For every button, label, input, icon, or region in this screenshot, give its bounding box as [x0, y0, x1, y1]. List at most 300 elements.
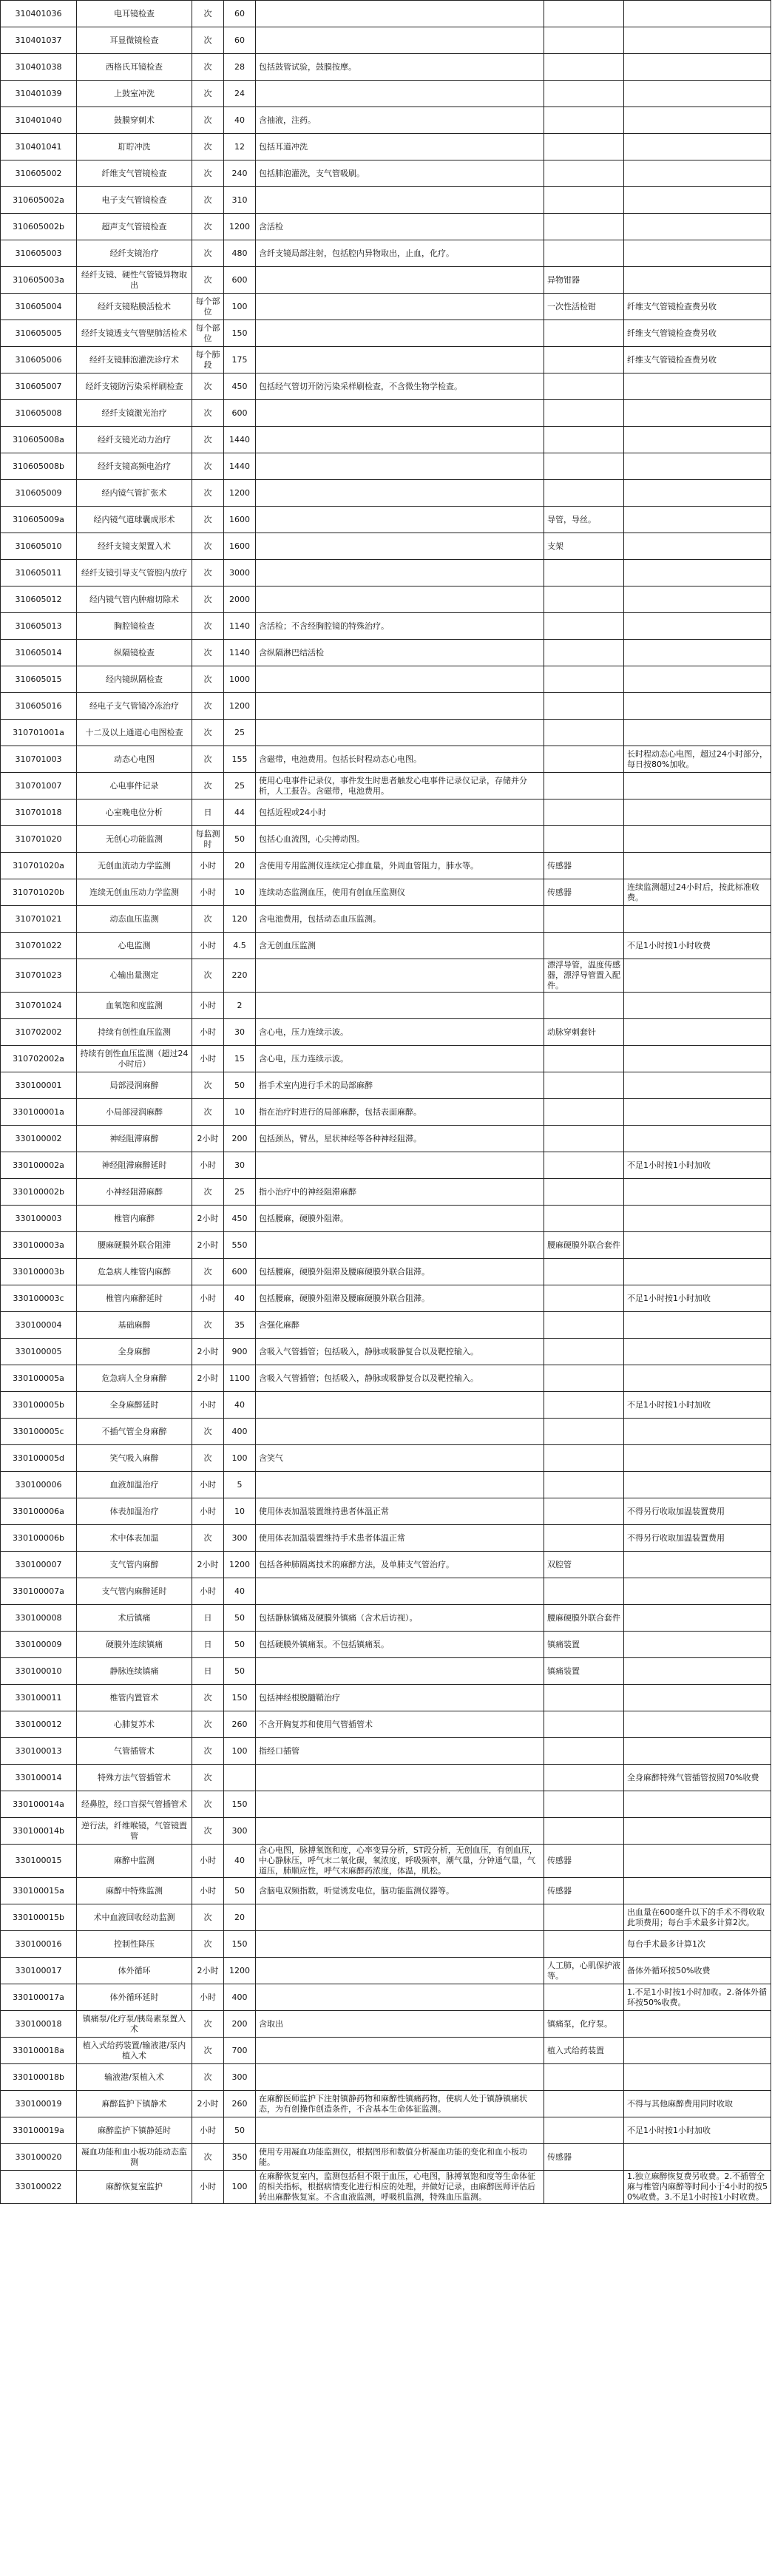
- item-name-cell: 椎管内麻醉延时: [77, 1285, 192, 1312]
- price-cell: 1140: [224, 613, 256, 640]
- price-cell: 1440: [224, 453, 256, 480]
- price-cell: 400: [224, 1984, 256, 2011]
- content-note-cell: 含吸入气管插管；包括吸入，静脉或吸静复合以及靶控输入。: [256, 1339, 544, 1365]
- content-note-cell: 含脑电双频指数，听觉诱发电位，脑功能监测仪器等。: [256, 1878, 544, 1904]
- content-note-cell: 含心电，压力连续示波。: [256, 1046, 544, 1072]
- item-code-cell: 310401036: [1, 1, 77, 27]
- remarks-cell: [624, 1578, 771, 1605]
- remarks-cell: [624, 959, 771, 993]
- price-cell: 310: [224, 187, 256, 214]
- unit-cell: 次: [192, 187, 224, 214]
- price-cell: 50: [224, 1878, 256, 1904]
- remarks-cell: [624, 720, 771, 746]
- unit-cell: 次: [192, 746, 224, 773]
- table-row: [1, 906, 771, 933]
- table-row: [1, 1552, 771, 1578]
- excluded-items-cell: [544, 1419, 624, 1445]
- item-code-cell: 310702002: [1, 1019, 77, 1046]
- unit-cell: 小时: [192, 1498, 224, 1525]
- item-name-cell: 椎管内置管术: [77, 1685, 192, 1711]
- remarks-cell: 备体外循环按50%收费: [624, 1958, 771, 1984]
- remarks-cell: [624, 2144, 771, 2171]
- unit-cell: 日: [192, 1605, 224, 1632]
- unit-cell: 次: [192, 1099, 224, 1126]
- item-code-cell: 330100006: [1, 1472, 77, 1498]
- item-name-cell: 持续有创性血压监测: [77, 1019, 192, 1046]
- remarks-cell: [624, 1046, 771, 1072]
- unit-cell: 次: [192, 1312, 224, 1339]
- excluded-items-cell: [544, 1365, 624, 1392]
- unit-cell: 次: [192, 1931, 224, 1958]
- item-code-cell: 310605008b: [1, 453, 77, 480]
- unit-cell: 2小时: [192, 1126, 224, 1152]
- remarks-cell: [624, 240, 771, 267]
- item-name-cell: 麻醉恢复室监护: [77, 2171, 192, 2204]
- excluded-items-cell: [544, 1392, 624, 1419]
- unit-cell: 次: [192, 720, 224, 746]
- remarks-cell: [624, 1339, 771, 1365]
- remarks-cell: [624, 533, 771, 560]
- excluded-items-cell: [544, 1259, 624, 1285]
- item-name-cell: 椎管内麻醉: [77, 1206, 192, 1232]
- table-row: [1, 1445, 771, 1472]
- item-name-cell: 心输出量测定: [77, 959, 192, 993]
- content-note-cell: [256, 959, 544, 993]
- unit-cell: 2小时: [192, 1958, 224, 1984]
- price-cell: 600: [224, 400, 256, 427]
- remarks-cell: [624, 993, 771, 1019]
- unit-cell: 次: [192, 240, 224, 267]
- unit-cell: 次: [192, 586, 224, 613]
- content-note-cell: [256, 2117, 544, 2144]
- item-code-cell: 310701020a: [1, 853, 77, 879]
- item-name-cell: 十二及以上通道心电图检查: [77, 720, 192, 746]
- table-row: [1, 2091, 771, 2117]
- item-name-cell: 凝血功能和血小板功能动态监测: [77, 2144, 192, 2171]
- item-code-cell: 330100003b: [1, 1259, 77, 1285]
- price-cell: 150: [224, 320, 256, 347]
- content-note-cell: 含无创血压监测: [256, 933, 544, 959]
- excluded-items-cell: 传感器: [544, 1845, 624, 1878]
- table-row: [1, 453, 771, 480]
- item-code-cell: 310401041: [1, 134, 77, 160]
- price-cell: 50: [224, 1632, 256, 1658]
- table-row: [1, 1658, 771, 1685]
- item-code-cell: 310605003: [1, 240, 77, 267]
- table-row: [1, 1392, 771, 1419]
- unit-cell: 每监测时: [192, 826, 224, 853]
- remarks-cell: 不足1小时按1小时加收: [624, 1285, 771, 1312]
- content-note-cell: [256, 720, 544, 746]
- item-code-cell: 310605002b: [1, 214, 77, 240]
- excluded-items-cell: [544, 187, 624, 214]
- remarks-cell: [624, 1711, 771, 1738]
- excluded-items-cell: [544, 1525, 624, 1552]
- content-note-cell: [256, 533, 544, 560]
- excluded-items-cell: [544, 693, 624, 720]
- remarks-cell: [624, 1232, 771, 1259]
- price-cell: 1200: [224, 214, 256, 240]
- unit-cell: 次: [192, 1, 224, 27]
- price-cell: 25: [224, 1179, 256, 1206]
- item-code-cell: 310701001a: [1, 720, 77, 746]
- content-note-cell: 包括经气管切开防污染采样刷检查，不含微生物学检查。: [256, 373, 544, 400]
- content-note-cell: [256, 1392, 544, 1419]
- excluded-items-cell: [544, 1578, 624, 1605]
- table-row: [1, 507, 771, 533]
- price-cell: 260: [224, 2091, 256, 2117]
- remarks-cell: [624, 1632, 771, 1658]
- table-row: [1, 693, 771, 720]
- content-note-cell: 包括神经根脱髓鞘治疗: [256, 1685, 544, 1711]
- item-name-cell: 经纤支镜激光治疗: [77, 400, 192, 427]
- unit-cell: 次: [192, 1072, 224, 1099]
- content-note-cell: [256, 1958, 544, 1984]
- unit-cell: 2小时: [192, 1339, 224, 1365]
- item-name-cell: 体表加温治疗: [77, 1498, 192, 1525]
- content-note-cell: [256, 1658, 544, 1685]
- item-code-cell: 310605008: [1, 400, 77, 427]
- content-note-cell: [256, 480, 544, 507]
- price-cell: 35: [224, 1312, 256, 1339]
- excluded-items-cell: [544, 2171, 624, 2204]
- table-row: [1, 1, 771, 27]
- excluded-items-cell: [544, 107, 624, 134]
- table-row: [1, 480, 771, 507]
- item-name-cell: 经纤支镜肺泡灌洗诊疗术: [77, 347, 192, 373]
- item-code-cell: 310401040: [1, 107, 77, 134]
- item-name-cell: 上鼓室冲洗: [77, 81, 192, 107]
- excluded-items-cell: [544, 1206, 624, 1232]
- price-cell: 400: [224, 1419, 256, 1445]
- unit-cell: 2小时: [192, 1552, 224, 1578]
- unit-cell: 次: [192, 134, 224, 160]
- price-cell: 30: [224, 1152, 256, 1179]
- excluded-items-cell: [544, 1984, 624, 2011]
- price-cell: 60: [224, 27, 256, 54]
- unit-cell: 小时: [192, 1152, 224, 1179]
- excluded-items-cell: [544, 799, 624, 826]
- excluded-items-cell: 漂浮导管，温度传感器，漂浮导管置入配件。: [544, 959, 624, 993]
- content-note-cell: [256, 560, 544, 586]
- item-name-cell: 经纤支镜透支气管壁肺活检术: [77, 320, 192, 347]
- excluded-items-cell: 一次性活检钳: [544, 294, 624, 320]
- price-cell: 50: [224, 826, 256, 853]
- content-note-cell: [256, 586, 544, 613]
- remarks-cell: [624, 1126, 771, 1152]
- item-name-cell: 经纤支镜治疗: [77, 240, 192, 267]
- table-row: [1, 240, 771, 267]
- item-name-cell: 小神经阻滞麻醉: [77, 1179, 192, 1206]
- remarks-cell: [624, 1552, 771, 1578]
- price-cell: 1600: [224, 533, 256, 560]
- item-name-cell: 经纤支镜防污染采样刷检查: [77, 373, 192, 400]
- excluded-items-cell: 腰麻硬膜外联合套件: [544, 1232, 624, 1259]
- content-note-cell: [256, 1, 544, 27]
- item-name-cell: 经鼻腔，经口盲探气管插管术: [77, 1791, 192, 1818]
- content-note-cell: 包括腰麻，硬膜外阻滞及腰麻硬膜外联合阻滞。: [256, 1285, 544, 1312]
- content-note-cell: 使用体表加温装置维持患者体温正常: [256, 1498, 544, 1525]
- content-note-cell: 含使用专用监测仪连续定心排血量，外周血管阻力，肺水等。: [256, 853, 544, 879]
- remarks-cell: [624, 1099, 771, 1126]
- remarks-cell: [624, 1365, 771, 1392]
- content-note-cell: 连续动态监测血压，使用有创血压监测仪: [256, 879, 544, 906]
- content-note-cell: [256, 2038, 544, 2064]
- table-row: [1, 1765, 771, 1791]
- content-note-cell: 包括腰麻，硬膜外阻滞及腰麻硬膜外联合阻滞。: [256, 1259, 544, 1285]
- item-name-cell: 基础麻醉: [77, 1312, 192, 1339]
- price-cell: 100: [224, 2171, 256, 2204]
- unit-cell: 次: [192, 959, 224, 993]
- unit-cell: 小时: [192, 2117, 224, 2144]
- price-cell: 550: [224, 1232, 256, 1259]
- excluded-items-cell: 双腔管: [544, 1552, 624, 1578]
- price-cell: 3000: [224, 560, 256, 586]
- item-code-cell: 330100005a: [1, 1365, 77, 1392]
- item-name-cell: 术中血液回收经动监测: [77, 1904, 192, 1931]
- item-name-cell: 耳显微镜检查: [77, 27, 192, 54]
- item-name-cell: 不插气管全身麻醉: [77, 1419, 192, 1445]
- table-row: [1, 54, 771, 81]
- excluded-items-cell: [544, 1312, 624, 1339]
- item-code-cell: 310401038: [1, 54, 77, 81]
- remarks-cell: [624, 853, 771, 879]
- unit-cell: 小时: [192, 879, 224, 906]
- price-cell: 155: [224, 746, 256, 773]
- item-code-cell: 310701018: [1, 799, 77, 826]
- excluded-items-cell: [544, 773, 624, 799]
- remarks-cell: 不得另行收取加温装置费用: [624, 1525, 771, 1552]
- unit-cell: 小时: [192, 1578, 224, 1605]
- item-code-cell: 310605006: [1, 347, 77, 373]
- table-row: [1, 746, 771, 773]
- table-row: [1, 2144, 771, 2171]
- table-row: [1, 560, 771, 586]
- item-code-cell: 330100022: [1, 2171, 77, 2204]
- table-row: [1, 1019, 771, 1046]
- item-name-cell: 小局部浸润麻醉: [77, 1099, 192, 1126]
- item-name-cell: 经内镜气道球囊成形术: [77, 507, 192, 533]
- price-cell: 40: [224, 1578, 256, 1605]
- fee-table-body: [1, 1, 771, 2204]
- content-note-cell: 含纤支镜局部注射，包括腔内异物取出，止血，化疗。: [256, 240, 544, 267]
- item-code-cell: 330100014b: [1, 1818, 77, 1845]
- table-row: [1, 1984, 771, 2011]
- unit-cell: 小时: [192, 2171, 224, 2204]
- unit-cell: 次: [192, 613, 224, 640]
- price-cell: 40: [224, 1285, 256, 1312]
- item-code-cell: 310701023: [1, 959, 77, 993]
- item-code-cell: 330100018: [1, 2011, 77, 2038]
- item-name-cell: 危急病人全身麻醉: [77, 1365, 192, 1392]
- content-note-cell: 包括鼓管试验，鼓膜按摩。: [256, 54, 544, 81]
- table-row: [1, 993, 771, 1019]
- item-name-cell: 逆行法，纤维喉镜，气管镜置管: [77, 1818, 192, 1845]
- unit-cell: 次: [192, 1818, 224, 1845]
- remarks-cell: 连续监测超过24小时后，按此标准收费。: [624, 879, 771, 906]
- item-name-cell: 鼓膜穿刺术: [77, 107, 192, 134]
- excluded-items-cell: [544, 1152, 624, 1179]
- content-note-cell: [256, 1232, 544, 1259]
- table-row: [1, 1958, 771, 1984]
- item-code-cell: 330100013: [1, 1738, 77, 1765]
- unit-cell: 次: [192, 81, 224, 107]
- item-code-cell: 310605003a: [1, 267, 77, 294]
- table-row: [1, 347, 771, 373]
- item-code-cell: 310701021: [1, 906, 77, 933]
- content-note-cell: 含吸入气管插管；包括吸入，静脉或吸静复合以及靶控输入。: [256, 1365, 544, 1392]
- item-name-cell: 经内镜气管内肿瘤切除术: [77, 586, 192, 613]
- item-name-cell: 麻醉中监测: [77, 1845, 192, 1878]
- price-cell: 2: [224, 993, 256, 1019]
- content-note-cell: 含笑气: [256, 1445, 544, 1472]
- remarks-cell: [624, 107, 771, 134]
- item-name-cell: 西格氏耳镜检查: [77, 54, 192, 81]
- remarks-cell: [624, 54, 771, 81]
- price-cell: 5: [224, 1472, 256, 1498]
- excluded-items-cell: [544, 1285, 624, 1312]
- table-row: [1, 1312, 771, 1339]
- unit-cell: 小时: [192, 993, 224, 1019]
- excluded-items-cell: [544, 2117, 624, 2144]
- excluded-items-cell: [544, 906, 624, 933]
- item-code-cell: 330100008: [1, 1605, 77, 1632]
- table-row: [1, 1525, 771, 1552]
- table-row: [1, 107, 771, 134]
- remarks-cell: 长时程动态心电图，超过24小时部分，每日按80%加收。: [624, 746, 771, 773]
- item-code-cell: 330100002b: [1, 1179, 77, 1206]
- unit-cell: 小时: [192, 1046, 224, 1072]
- excluded-items-cell: [544, 54, 624, 81]
- item-code-cell: 330100019: [1, 2091, 77, 2117]
- item-code-cell: 330100017a: [1, 1984, 77, 2011]
- unit-cell: 小时: [192, 933, 224, 959]
- remarks-cell: [624, 1878, 771, 1904]
- item-name-cell: 纤维支气管镜检查: [77, 160, 192, 187]
- unit-cell: 次: [192, 427, 224, 453]
- content-note-cell: 包括硬膜外镇痛泵。不包括镇痛泵。: [256, 1632, 544, 1658]
- item-name-cell: 镇痛泵/化疗泵/胰岛素泵置入术: [77, 2011, 192, 2038]
- unit-cell: 日: [192, 1632, 224, 1658]
- content-note-cell: 含电池费用，包括动态血压监测。: [256, 906, 544, 933]
- excluded-items-cell: [544, 1791, 624, 1818]
- price-cell: 30: [224, 1019, 256, 1046]
- unit-cell: 2小时: [192, 1365, 224, 1392]
- excluded-items-cell: [544, 400, 624, 427]
- excluded-items-cell: [544, 1472, 624, 1498]
- table-row: [1, 160, 771, 187]
- content-note-cell: [256, 507, 544, 533]
- content-note-cell: [256, 27, 544, 54]
- unit-cell: 2小时: [192, 1206, 224, 1232]
- excluded-items-cell: 导管，导丝。: [544, 507, 624, 533]
- content-note-cell: [256, 267, 544, 294]
- table-row: [1, 826, 771, 853]
- item-code-cell: 330100007: [1, 1552, 77, 1578]
- price-cell: 300: [224, 1818, 256, 1845]
- item-code-cell: 330100005d: [1, 1445, 77, 1472]
- price-cell: 120: [224, 906, 256, 933]
- price-cell: 200: [224, 1126, 256, 1152]
- item-name-cell: 笑气吸入麻醉: [77, 1445, 192, 1472]
- item-name-cell: 麻醉监护下镇静术: [77, 2091, 192, 2117]
- price-cell: 700: [224, 2038, 256, 2064]
- content-note-cell: 含取出: [256, 2011, 544, 2038]
- unit-cell: 次: [192, 267, 224, 294]
- content-note-cell: [256, 1818, 544, 1845]
- unit-cell: 2小时: [192, 2091, 224, 2117]
- excluded-items-cell: [544, 613, 624, 640]
- excluded-items-cell: 传感器: [544, 853, 624, 879]
- remarks-cell: [624, 453, 771, 480]
- price-cell: 150: [224, 1791, 256, 1818]
- table-row: [1, 1904, 771, 1931]
- remarks-cell: [624, 906, 771, 933]
- unit-cell: 次: [192, 2064, 224, 2091]
- remarks-cell: 纤维支气管镜检查费另收: [624, 294, 771, 320]
- unit-cell: 次: [192, 54, 224, 81]
- table-row: [1, 1791, 771, 1818]
- unit-cell: 小时: [192, 1984, 224, 2011]
- item-name-cell: 经纤支镜高频电治疗: [77, 453, 192, 480]
- excluded-items-cell: [544, 81, 624, 107]
- unit-cell: 次: [192, 773, 224, 799]
- excluded-items-cell: [544, 1765, 624, 1791]
- table-row: [1, 214, 771, 240]
- unit-cell: 次: [192, 480, 224, 507]
- item-name-cell: 动态血压监测: [77, 906, 192, 933]
- table-row: [1, 1179, 771, 1206]
- content-note-cell: [256, 666, 544, 693]
- content-note-cell: [256, 693, 544, 720]
- excluded-items-cell: 植入式给药装置: [544, 2038, 624, 2064]
- item-name-cell: 体外循环: [77, 1958, 192, 1984]
- excluded-items-cell: [544, 1046, 624, 1072]
- remarks-cell: [624, 693, 771, 720]
- remarks-cell: [624, 1605, 771, 1632]
- item-code-cell: 330100009: [1, 1632, 77, 1658]
- remarks-cell: 纤维支气管镜检查费另收: [624, 347, 771, 373]
- remarks-cell: [624, 480, 771, 507]
- item-name-cell: 术后镇痛: [77, 1605, 192, 1632]
- excluded-items-cell: 传感器: [544, 1878, 624, 1904]
- unit-cell: 次: [192, 1419, 224, 1445]
- excluded-items-cell: [544, 720, 624, 746]
- unit-cell: 小时: [192, 1845, 224, 1878]
- content-note-cell: [256, 1984, 544, 2011]
- excluded-items-cell: [544, 1498, 624, 1525]
- remarks-cell: 1.独立麻醉恢复费另收费。2.不插管全麻与椎管内麻醉等时间小于4小时的按50%收费。3.不足1小时按1小时收费。: [624, 2171, 771, 2204]
- item-name-cell: 耵聍冲洗: [77, 134, 192, 160]
- table-row: [1, 1152, 771, 1179]
- excluded-items-cell: [544, 1685, 624, 1711]
- remarks-cell: 不足1小时按1小时加收: [624, 1152, 771, 1179]
- excluded-items-cell: [544, 1, 624, 27]
- content-note-cell: 包括耳道冲洗: [256, 134, 544, 160]
- table-row: [1, 1419, 771, 1445]
- content-note-cell: 包括心血流图，心尖搏动图。: [256, 826, 544, 853]
- content-note-cell: 在麻醉恢复室内，监测包括但不限于血压，心电图，脉搏氧饱和度等生命体征的相关指标，根据病情变化进行相应的处理，并做好记录，由麻醉医师评估后转出麻醉恢复室。不含血液监测，呼吸机监测，特殊血压监测。: [256, 2171, 544, 2204]
- table-row: [1, 1931, 771, 1958]
- excluded-items-cell: [544, 1445, 624, 1472]
- item-code-cell: 310605002a: [1, 187, 77, 214]
- price-cell: 15: [224, 1046, 256, 1072]
- item-name-cell: 植入式给药装置/输液港/泵内植入术: [77, 2038, 192, 2064]
- item-code-cell: 330100016: [1, 1931, 77, 1958]
- unit-cell: 次: [192, 1765, 224, 1791]
- remarks-cell: [624, 81, 771, 107]
- remarks-cell: [624, 1818, 771, 1845]
